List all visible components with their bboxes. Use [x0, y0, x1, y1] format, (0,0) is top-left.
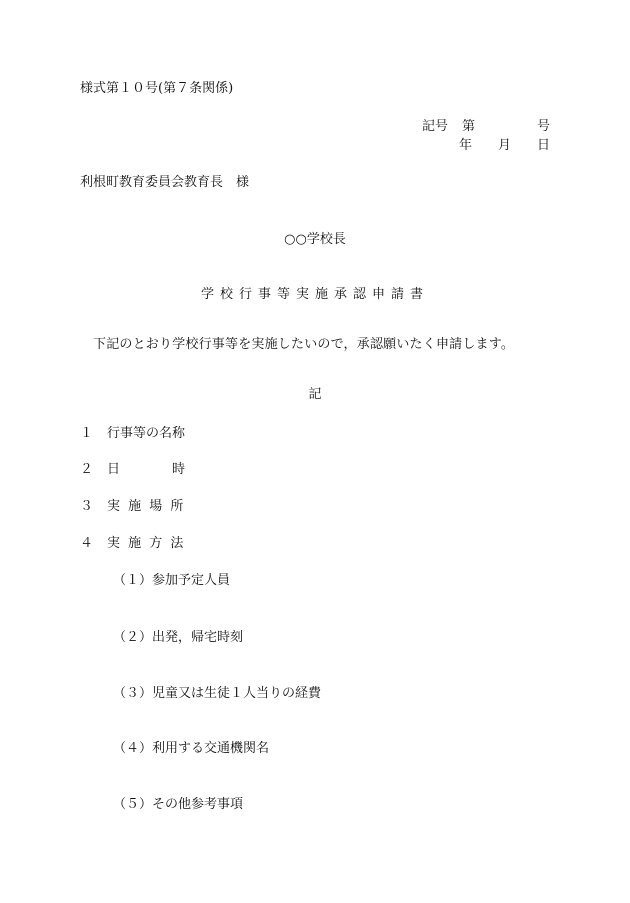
item-number: ４	[80, 536, 94, 551]
sub-item-label: 利用する交通機関名	[152, 741, 270, 756]
item-date-time	[80, 463, 185, 476]
item-number: ２	[80, 462, 94, 477]
item-venue	[80, 500, 185, 513]
sub-item-other-notes	[113, 798, 243, 811]
form-number: 様式第１０号(第７条関係)	[80, 81, 234, 96]
record-dai-label: 第	[461, 119, 475, 134]
item-label: 日 時	[107, 462, 186, 477]
date-day-label: 日	[536, 138, 550, 153]
record-go-label: 号	[536, 119, 550, 134]
item-event-name	[80, 427, 185, 440]
sub-item-number: （５）	[113, 797, 153, 812]
sub-item-label: 参加予定人員	[152, 573, 231, 588]
item-label: 実 施 場 所	[107, 499, 186, 514]
item-method	[80, 537, 185, 550]
document-title: 学校行事等実施承認申請書	[200, 287, 429, 302]
sub-item-participants	[113, 574, 230, 587]
addressee: 利根町教育委員会教育長 様	[80, 175, 250, 190]
sub-item-number: （２）	[113, 630, 153, 645]
applicant-principal: ○○学校長	[284, 232, 346, 247]
record-number-line	[422, 120, 550, 133]
sub-item-number: （３）	[113, 686, 153, 701]
sub-item-transport	[113, 742, 269, 755]
ki-heading: 記	[308, 387, 322, 402]
item-label: 行事等の名称	[107, 426, 186, 441]
item-number: １	[80, 426, 94, 441]
sub-item-label: 児童又は生徒１人当りの経費	[152, 686, 322, 701]
sub-item-number: （１）	[113, 573, 153, 588]
date-line	[459, 139, 550, 152]
item-label: 実 施 方 法	[107, 536, 186, 551]
record-kigo-label: 記号	[421, 119, 448, 134]
item-number: ３	[80, 499, 94, 514]
body-sentence: 下記のとおり学校行事等を実施したいので，承認願いたく申請します。	[93, 337, 515, 352]
sub-item-label: その他参考事項	[152, 797, 244, 812]
body-text	[80, 338, 514, 351]
sub-item-number: （４）	[113, 741, 153, 756]
date-year-label: 年	[458, 138, 472, 153]
date-month-label: 月	[497, 138, 511, 153]
sub-item-cost-per-student	[113, 687, 321, 700]
sub-item-label: 出発，帰宅時刻	[152, 630, 244, 645]
sub-item-departure-return	[113, 631, 243, 644]
